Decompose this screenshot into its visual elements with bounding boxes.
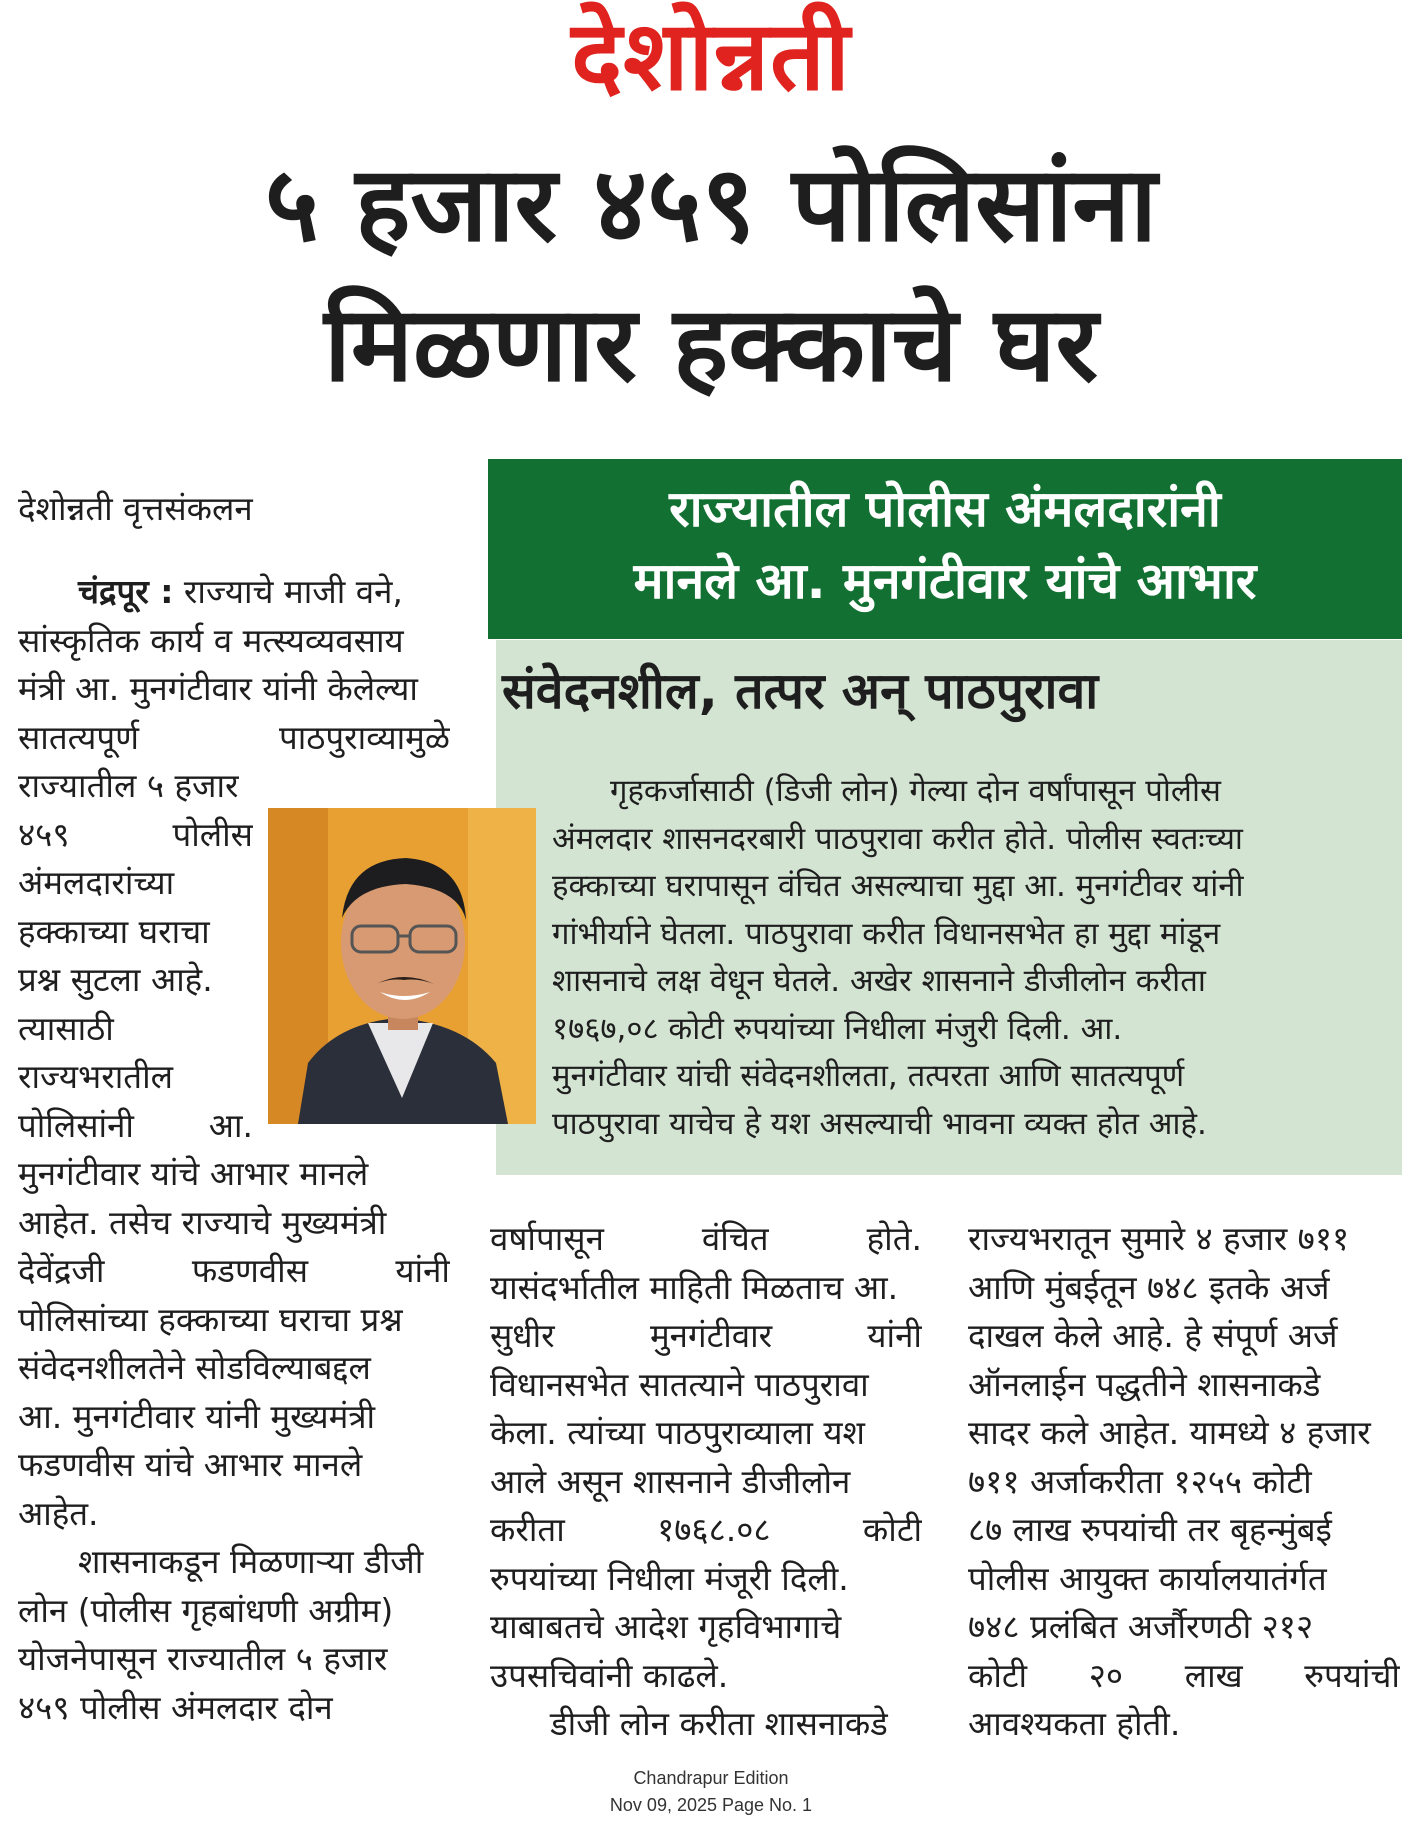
column-line: राज्यभरातील — [18, 1057, 174, 1096]
box-line: पाठपुरावा याचेच हे यश असल्याची भावना व्यक्त होत आहे. — [552, 1105, 1207, 1142]
banner-line-2: मानले आ. मुनगंटीवार यांचे आभार — [633, 552, 1257, 610]
column-text: फडणवीस — [191, 1251, 309, 1290]
column-line: सादर कले आहेत. यामध्ये ४ हजार — [968, 1413, 1371, 1452]
box-line: हक्काच्या घरापासून वंचित असल्याचा मुद्दा आ. मुनगंटीवर यांनी — [552, 868, 1244, 904]
article-column-1-narrow — [18, 762, 253, 1150]
column-text: वंचित — [701, 1219, 769, 1258]
column-text: रुपयांची — [1304, 1655, 1400, 1695]
column-text: १७६८.०८ — [657, 1510, 771, 1549]
column-line: डीजी लोन करीता शासनाकडे — [550, 1704, 888, 1743]
column-line: मंत्री आ. मुनगंटीवार यांनी केलेल्या — [18, 669, 418, 708]
article-column-1-top — [18, 568, 450, 762]
column-line: हक्काच्या घराचा — [18, 911, 210, 951]
column-line: आहेत. — [18, 1493, 99, 1533]
box-line: गृहकर्जासाठी (डिजी लोन) गेल्या दोन वर्षांपासून पोलीस — [610, 773, 1221, 809]
box-subheading: संवेदनशील, तत्पर अन् पाठपुरावा — [502, 662, 1099, 720]
column-line: लोन (पोलीस गृहबांधणी अग्रीम) — [18, 1590, 394, 1630]
box-body — [552, 768, 1388, 1148]
column-text: आ. — [208, 1105, 253, 1145]
column-line: केला. त्यांच्या पाठपुराव्याला यश — [490, 1413, 865, 1452]
column-line: आले असून शासनाने डीजीलोन — [490, 1461, 851, 1501]
portrait-photo-icon — [268, 808, 536, 1124]
column-text: पोलीस — [172, 814, 253, 854]
column-line: ४५९ पोलीस अंमलदार दोन — [18, 1687, 333, 1727]
column-text: देवेंद्रजी — [18, 1251, 105, 1290]
column-line: आ. मुनगंटीवार यांनी मुख्यमंत्री — [18, 1396, 376, 1436]
column-line — [18, 811, 253, 860]
column-line — [490, 1215, 922, 1264]
edition-label: Chandrapur Edition — [633, 1768, 789, 1788]
column-text: सातत्यपूर्ण — [18, 717, 139, 757]
column-text: होते. — [866, 1219, 922, 1258]
column-text: ४५९ — [18, 814, 70, 854]
column-text: सुधीर — [490, 1316, 555, 1355]
box-line: गांभीर्याने घेतला. पाठपुरावा करीत विधानसभेत हा मुद्दा मांडून — [552, 915, 1221, 952]
box-line: अंमलदार शासनदरबारी पाठपुरावा करीत होते. पोलीस स्वतःच्या — [552, 820, 1243, 857]
column-line: विधानसभेत सातत्याने पाठपुरावा — [490, 1364, 869, 1404]
headline-line-2: मिळणार हक्काचे घर — [324, 283, 1098, 405]
column-line — [968, 1652, 1400, 1701]
column-text: कोटी — [968, 1655, 1028, 1695]
column-text: मुनगंटीवार — [649, 1316, 773, 1355]
article-column-1-bottom — [18, 1150, 450, 1732]
date-page-label: Nov 09, 2025 Page No. 1 — [609, 1795, 813, 1815]
box-line: १७६७,०८ कोटी रुपयांच्या निधीला मंजुरी दिली. आ. — [552, 1010, 1123, 1047]
column-line — [490, 1506, 922, 1555]
column-line: सांस्कृतिक कार्य व मत्स्यव्यवसाय — [18, 620, 404, 660]
column-text: राज्याचे माजी वने, — [183, 572, 403, 611]
column-line — [18, 1102, 253, 1151]
column-line — [18, 568, 450, 617]
headline-line-1: ५ हजार ४५९ पोलिसांना — [264, 143, 1158, 265]
column-text: लाख — [1184, 1655, 1243, 1695]
dateline: चंद्रपूर : — [78, 572, 174, 611]
column-line: योजनेपासून राज्यातील ५ हजार — [18, 1639, 388, 1678]
column-line — [18, 1247, 450, 1296]
box-line: मुनगंटीवार यांची संवेदनशीलता, तत्परता आणि सातत्यपूर्ण — [552, 1058, 1185, 1094]
column-line: पोलीस आयुक्त कार्यालयातंर्गत — [968, 1558, 1327, 1598]
column-line: याबाबतचे आदेश गृहविभागाचे — [490, 1607, 842, 1646]
column-line: अंमलदारांच्या — [18, 863, 175, 902]
column-text: कोटी — [862, 1510, 922, 1549]
column-line: राज्यातील ५ हजार — [18, 766, 239, 805]
column-text: २० — [1088, 1655, 1124, 1695]
column-line: ७४८ प्रलंबित अर्जौरणठी २१२ — [968, 1607, 1314, 1646]
masthead-logo: देशोन्नती — [571, 0, 851, 112]
column-text: पोलिसांनी — [18, 1105, 134, 1145]
column-line: फडणवीस यांचे आभार मानले — [18, 1445, 363, 1484]
column-line: ऑनलाईन पद्धतीने शासनाकडे — [968, 1364, 1321, 1404]
column-line: आहेत. तसेच राज्याचे मुख्यमंत्री — [18, 1202, 387, 1242]
column-line: पोलिसांच्या हक्काच्या घराचा प्रश्न — [18, 1299, 403, 1339]
column-line: प्रश्न सुटला आहे. — [18, 960, 213, 999]
column-line: आणि मुंबईतून ७४८ इतके अर्ज — [968, 1267, 1330, 1307]
banner-line-1: राज्यातील पोलीस अंमलदारांनी — [669, 480, 1221, 538]
column-text: पाठपुराव्यामुळे — [278, 717, 450, 757]
column-line: संवेदनशीलतेने सोडविल्याबद्दल — [18, 1348, 371, 1387]
column-text: यांनी — [395, 1251, 450, 1290]
column-text: करीता — [490, 1510, 565, 1549]
box-line: शासनाचे लक्ष वेधून घेतले. अखेर शासनाने डीजीलोन करीता — [552, 963, 1206, 999]
column-line — [490, 1312, 922, 1361]
column-line: त्यासाठी — [18, 1008, 114, 1048]
portrait-photo — [268, 808, 536, 1124]
column-line: ७११ अर्जाकरीता १२५५ कोटी — [968, 1461, 1312, 1501]
column-line: आवश्यकता होती. — [968, 1704, 1181, 1743]
green-banner — [488, 459, 1402, 639]
column-text: यांनी — [867, 1316, 922, 1355]
column-line: राज्यभरातून सुमारे ४ हजार ७११ — [968, 1219, 1350, 1258]
column-line: शासनाकडून मिळणाऱ्या डीजी — [78, 1542, 424, 1581]
column-line: यासंदर्भातील माहिती मिळताच आ. — [490, 1267, 899, 1307]
column-line: उपसचिवांनी काढले. — [490, 1655, 729, 1695]
column-line: रुपयांच्या निधीला मंजूरी दिली. — [490, 1558, 849, 1598]
article-column-2 — [490, 1215, 922, 1749]
column-line: दाखल केले आहे. हे संपूर्ण अर्ज — [968, 1316, 1338, 1355]
byline: देशोन्नती वृत्तसंकलन — [18, 489, 253, 528]
column-line — [18, 714, 450, 763]
column-text: वर्षापासून — [490, 1219, 604, 1258]
column-line: मुनगंटीवार यांचे आभार मानले — [18, 1154, 369, 1193]
column-line: ८७ लाख रुपयांची तर बृहन्मुंबई — [968, 1510, 1332, 1549]
article-column-3 — [968, 1215, 1400, 1749]
